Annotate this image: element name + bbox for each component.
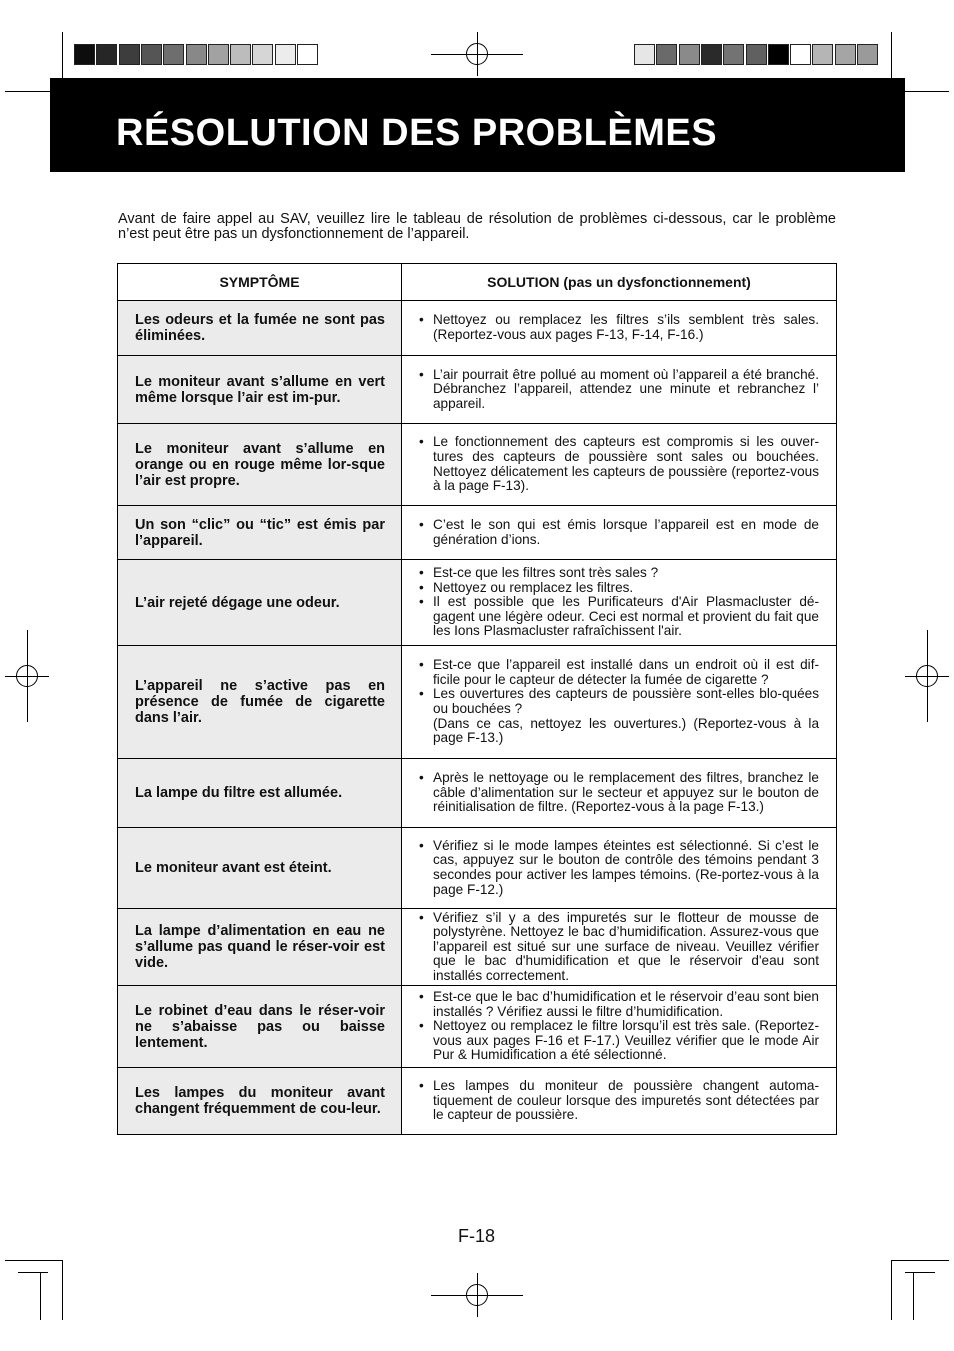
color-swatch bbox=[275, 44, 296, 65]
table-row bbox=[118, 909, 837, 986]
crop-mark bbox=[903, 91, 949, 92]
symptom-cell: Le moniteur avant est éteint. bbox=[118, 828, 402, 909]
table-row bbox=[118, 759, 837, 828]
table-row bbox=[118, 356, 837, 424]
symptom-cell: La lampe d’alimentation en eau ne s’allume pas quand le réser-voir est vide. bbox=[118, 909, 402, 986]
table-row bbox=[118, 424, 837, 506]
solution-item bbox=[419, 435, 819, 493]
symptom-cell: La lampe du filtre est allumée. bbox=[118, 759, 402, 828]
solution-text: (Dans ce cas, nettoyez les ouvertures.) (Reportez-vous à la page F-13.) bbox=[433, 715, 819, 746]
color-swatch bbox=[163, 44, 184, 65]
solution-item bbox=[419, 911, 819, 984]
bullet-icon: • bbox=[419, 989, 424, 1005]
symptom-cell: Les lampes du moniteur avant changent fréquemment de cou-leur. bbox=[118, 1068, 402, 1135]
solution-item bbox=[419, 1079, 819, 1123]
color-swatch bbox=[768, 44, 789, 65]
solution-list bbox=[419, 368, 819, 412]
color-swatch bbox=[119, 44, 140, 65]
solution-text: Le fonctionnement des capteurs est compromis si les ouver-tures des capteurs de poussière sont sales ou bouchées. Nettoyez délicatement les capteurs de poussière (reportez-vous à la page F-13). bbox=[433, 434, 819, 494]
troubleshooting-table bbox=[117, 263, 837, 1135]
page-number: F-18 bbox=[458, 1226, 496, 1246]
color-swatch bbox=[297, 44, 318, 65]
solution-list bbox=[419, 771, 819, 815]
solution-text: C’est le son qui est émis lorsque l’appareil est en mode de génération d’ions. bbox=[433, 516, 819, 547]
solution-cell bbox=[402, 301, 837, 356]
symptom-cell: Le moniteur avant s’allume en orange ou en rouge même lor-sque l’air est propre. bbox=[118, 424, 402, 506]
solution-list bbox=[419, 566, 819, 639]
bullet-icon: • bbox=[419, 594, 424, 610]
solution-cell bbox=[402, 909, 837, 986]
symptom-cell: Le robinet d’eau dans le réser-voir ne s’abaisse pas ou baisse lentement. bbox=[118, 986, 402, 1068]
symptom-cell: Les odeurs et la fumée ne sont pas éliminées. bbox=[118, 301, 402, 356]
bullet-icon: • bbox=[419, 1018, 424, 1034]
table-row bbox=[118, 986, 837, 1068]
solution-text: Les ouvertures des capteurs de poussière sont-elles blo-quées ou bouchées ? bbox=[433, 686, 819, 716]
solution-item bbox=[419, 581, 819, 596]
color-swatch bbox=[634, 44, 655, 65]
solution-cell bbox=[402, 828, 837, 909]
bullet-icon: • bbox=[419, 909, 424, 925]
solution-item bbox=[419, 518, 819, 547]
solution-cell bbox=[402, 424, 837, 506]
color-swatch bbox=[723, 44, 744, 65]
color-swatch bbox=[96, 44, 117, 65]
crop-mark bbox=[891, 1260, 892, 1320]
solution-text: Vérifiez si le mode lampes éteintes est sélectionné. Si c’est le cas, appuyez sur le bouton de contrôle des témoins pendant 3 secondes pour activer les lampes témoins. (Re-portez-vous à la page F-12.) bbox=[433, 837, 819, 897]
title-banner bbox=[50, 78, 905, 172]
intro-paragraph: Avant de faire appel au SAV, veuillez lire le tableau de résolution de problèmes ci-dessous, car le problème n’est peut être pas un dysfonctionnement de l’appareil. bbox=[118, 211, 836, 242]
solution-item bbox=[419, 1019, 819, 1063]
symptom-cell: L’air rejeté dégage une odeur. bbox=[118, 560, 402, 646]
color-swatch bbox=[141, 44, 162, 65]
table-row bbox=[118, 646, 837, 759]
color-swatch bbox=[252, 44, 273, 65]
solution-list bbox=[419, 839, 819, 897]
page-title: RÉSOLUTION DES PROBLÈMES bbox=[116, 112, 718, 154]
solution-item bbox=[419, 566, 819, 581]
crop-mark bbox=[18, 1272, 48, 1273]
crop-mark bbox=[40, 1272, 41, 1320]
color-swatch bbox=[656, 44, 677, 65]
crop-mark bbox=[62, 1260, 63, 1320]
solution-text: Après le nettoyage ou le remplacement des filtres, branchez le câble d’alimentation sur le secteur et appuyez sur le bouton de réinitialisation de filtre. (Reportez-vous à la page F-13.) bbox=[433, 770, 819, 815]
bullet-icon: • bbox=[419, 565, 424, 581]
symptom-cell: L’appareil ne s’active pas en présence de fumée de cigarette dans l’air. bbox=[118, 646, 402, 759]
table-row bbox=[118, 301, 837, 356]
color-swatch bbox=[679, 44, 700, 65]
solution-cell bbox=[402, 1068, 837, 1135]
solution-list bbox=[419, 911, 819, 984]
bullet-icon: • bbox=[419, 1078, 424, 1094]
solution-text: Il est possible que les Purificateurs d'Air Plasmacluster dé-gagent une légère odeur. Ceci est normal et provient du fait que les Ions Plasmacluster rafraîchissent l'air. bbox=[433, 594, 819, 639]
solution-list bbox=[419, 1079, 819, 1123]
crop-mark bbox=[891, 1260, 949, 1261]
bullet-icon: • bbox=[419, 579, 424, 595]
bullet-icon: • bbox=[419, 686, 424, 702]
table-header-row bbox=[118, 264, 837, 301]
color-swatch bbox=[835, 44, 856, 65]
solution-text: Nettoyez ou remplacez le filtre lorsqu’il est très sale. (Reportez-vous aux pages F-16 et F-17.) Veuillez vérifier que le mode Air Pur & Humidification a été sélectionné. bbox=[433, 1018, 819, 1063]
solution-list bbox=[419, 990, 819, 1063]
table-row bbox=[118, 560, 837, 646]
symptom-cell: Un son “clic” ou “tic” est émis par l’appareil. bbox=[118, 506, 402, 560]
solution-item bbox=[419, 687, 819, 716]
crop-mark bbox=[913, 1272, 914, 1320]
bullet-icon: • bbox=[419, 366, 424, 382]
color-swatch bbox=[790, 44, 811, 65]
bullet-icon: • bbox=[419, 657, 424, 673]
table-row bbox=[118, 506, 837, 560]
solution-cell bbox=[402, 506, 837, 560]
solution-item bbox=[419, 839, 819, 897]
solution-text: Est-ce que le bac d’humidification et le réservoir d’eau sont bien installés ? Vérifiez aussi le filtre d’humidification. bbox=[433, 989, 819, 1019]
solution-item bbox=[419, 368, 819, 412]
color-swatch bbox=[812, 44, 833, 65]
bullet-icon: • bbox=[419, 837, 424, 853]
color-swatch bbox=[186, 44, 207, 65]
solution-list bbox=[419, 518, 819, 547]
color-swatch bbox=[857, 44, 878, 65]
crop-mark bbox=[5, 91, 53, 92]
solution-list bbox=[419, 313, 819, 342]
solution-text: Nettoyez ou remplacez les filtres. bbox=[433, 579, 634, 595]
solution-text: Vérifiez s’il y a des impuretés sur le flotteur de mousse de polystyrène. Nettoyez le bac d’humidification. Assurez-vous que l’appareil est situé sur une surface de niveau. Veuillez vérifier que le bac d'humidification et que le réservoir d'eau sont installés correctement. bbox=[433, 909, 819, 983]
solution-text: Est-ce que les filtres sont très sales ? bbox=[433, 565, 659, 581]
solution-cell bbox=[402, 560, 837, 646]
solution-item bbox=[419, 990, 819, 1019]
table-row bbox=[118, 1068, 837, 1135]
color-swatch bbox=[701, 44, 722, 65]
solution-list bbox=[419, 658, 819, 746]
solution-text: Les lampes du moniteur de poussière changent automa-tiquement de couleur lorsque des impuretés sont détectées par le capteur de poussière. bbox=[433, 1078, 819, 1123]
symptom-column-header: SYMPTÔME bbox=[118, 264, 402, 301]
solution-column-header: SOLUTION (pas un dysfonctionnement) bbox=[402, 264, 837, 301]
crop-mark bbox=[905, 1272, 935, 1273]
solution-cell bbox=[402, 646, 837, 759]
solution-list bbox=[419, 435, 819, 493]
color-swatch bbox=[208, 44, 229, 65]
solution-item bbox=[419, 717, 819, 746]
solution-cell bbox=[402, 986, 837, 1068]
bullet-icon: • bbox=[419, 770, 424, 786]
table-row bbox=[118, 828, 837, 909]
solution-text: Est-ce que l’appareil est installé dans un endroit où il est dif-ficile pour le capteur de détecter la fumée de cigarette ? bbox=[433, 657, 819, 687]
crop-mark bbox=[5, 1260, 63, 1261]
solution-item bbox=[419, 771, 819, 815]
color-swatch bbox=[230, 44, 251, 65]
bullet-icon: • bbox=[419, 312, 424, 328]
solution-cell bbox=[402, 356, 837, 424]
solution-text: Nettoyez ou remplacez les filtres s’ils semblent très sales. (Reportez-vous aux pages F-13, F-14, F-16.) bbox=[433, 312, 819, 342]
solution-text: L’air pourrait être pollué au moment où l’appareil a été branché. Débranchez l’appareil, attendez une minute et rebranchez l’ appareil. bbox=[433, 366, 819, 411]
solution-item bbox=[419, 595, 819, 639]
solution-item bbox=[419, 313, 819, 342]
solution-cell bbox=[402, 759, 837, 828]
color-swatch bbox=[74, 44, 95, 65]
color-swatch bbox=[746, 44, 767, 65]
solution-item bbox=[419, 658, 819, 687]
bullet-icon: • bbox=[419, 434, 424, 450]
symptom-cell: Le moniteur avant s’allume en vert même lorsque l’air est im-pur. bbox=[118, 356, 402, 424]
bullet-icon: • bbox=[419, 516, 424, 532]
